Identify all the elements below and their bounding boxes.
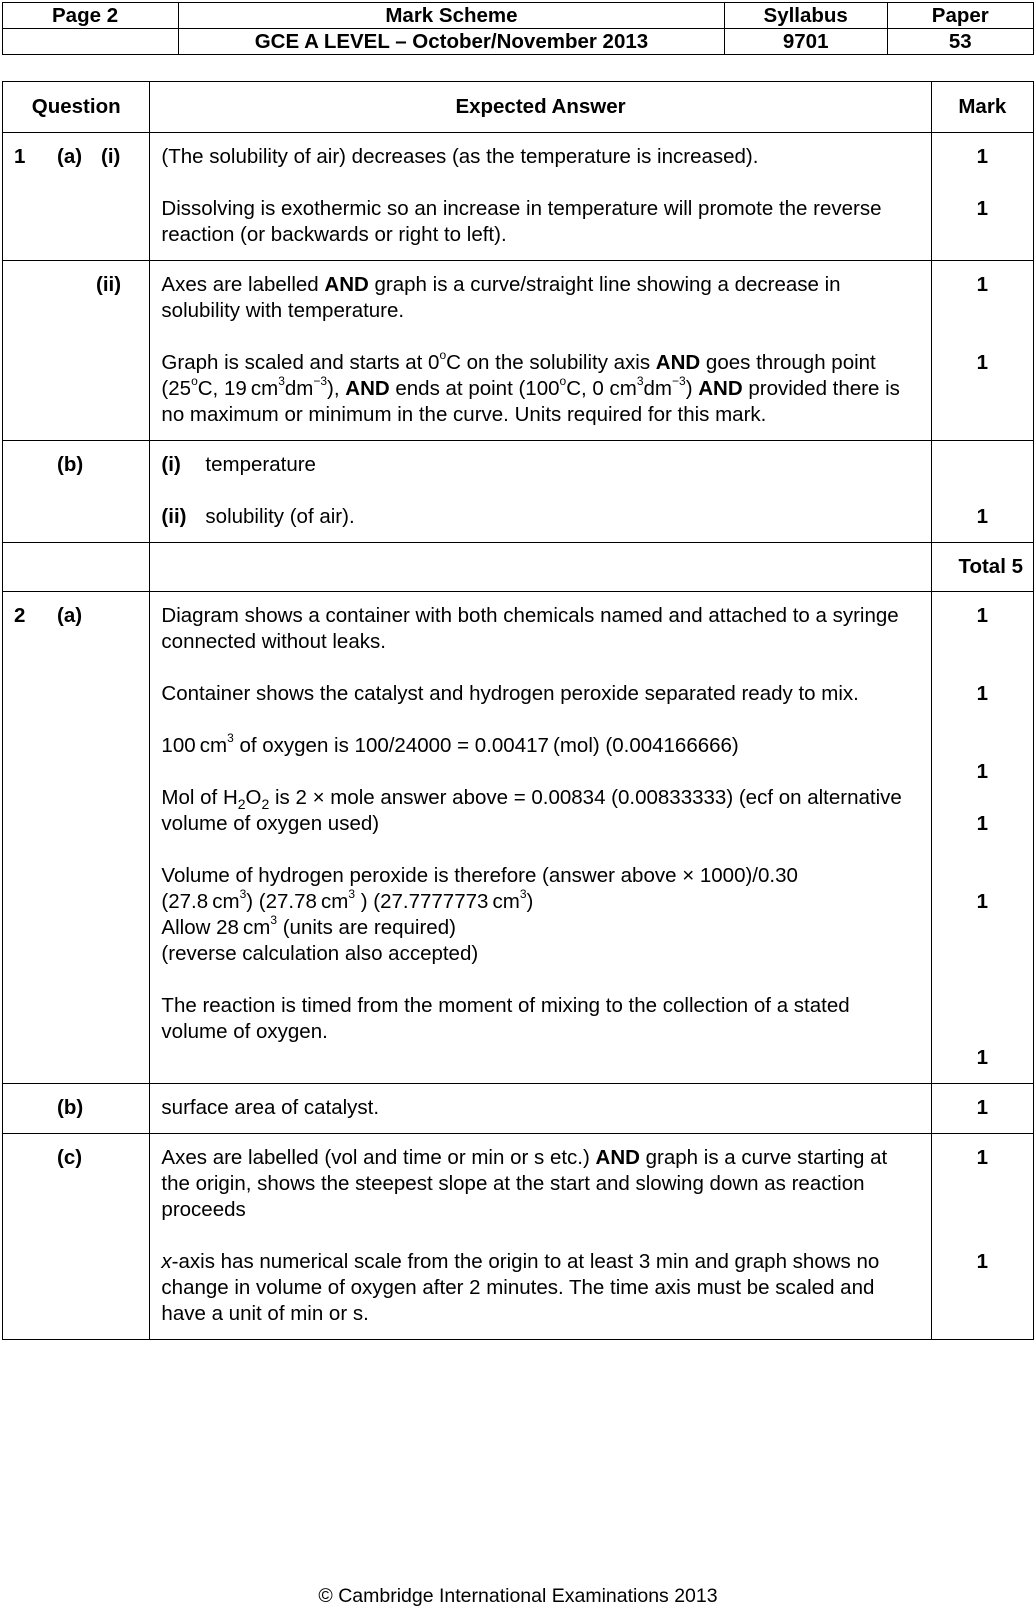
syllabus-code: 9701 <box>724 29 887 55</box>
answer-cell <box>150 543 931 592</box>
header-table <box>2 2 1034 55</box>
table-row <box>3 543 1034 592</box>
mark-column-header: Mark <box>931 82 1033 133</box>
answer-text: Diagram shows a container with both chemicals named and attached to a syringe connected without leaks. <box>161 604 899 653</box>
answer-text: Allow 28 $cm^3$ (units are required) <box>161 913 456 939</box>
answer-text: x-axis has numerical scale from the origin to at least 3 min and graph shows no change in volume of oxygen after 2 minutes. The time axis must be scaled and have a unit of min or s. <box>161 1250 880 1325</box>
copyright-footer: © Cambridge International Examinations 2013 <box>318 1585 718 1607</box>
mark-scheme-table <box>2 81 1034 1340</box>
mark-value: 1 <box>976 505 988 528</box>
mark-cell <box>931 133 1033 261</box>
answer-text: 100 $cm^3$ of oxygen is 100/24000 = 0.00417 (mol) (0.004166666) <box>161 731 739 757</box>
question-cell <box>3 543 150 592</box>
table-row <box>3 1134 1034 1340</box>
blank-cell <box>3 29 179 55</box>
question-cell <box>3 261 150 441</box>
mark-value: 1 <box>976 604 988 627</box>
mark-value: 1 <box>976 1046 988 1069</box>
question-part: (c) <box>57 1146 83 1169</box>
paper-label: Paper <box>887 3 1033 29</box>
page-number: Page 2 <box>3 3 179 29</box>
answer-text: Dissolving is exothermic so an increase in temperature will promote the reverse reaction (or backwards or right to left). <box>161 197 882 246</box>
answer-text: The reaction is timed from the moment of mixing to the collection of a stated volume of oxygen. <box>161 994 850 1043</box>
mark-value: 1 <box>976 351 988 374</box>
question-cell <box>3 441 150 543</box>
mark-cell <box>931 1084 1033 1134</box>
mark-value: 1 <box>976 1096 988 1119</box>
question-cell <box>3 1084 150 1134</box>
table-row <box>3 1084 1034 1134</box>
mark-value: 1 <box>976 1146 988 1169</box>
table-row <box>3 133 1034 261</box>
mark-cell <box>931 1134 1033 1340</box>
mark-value: 1 <box>976 890 988 913</box>
syllabus-label: Syllabus <box>724 3 887 29</box>
answer-text: (The solubility of air) decreases (as the temperature is increased). <box>161 145 759 168</box>
total-mark: Total 5 <box>931 543 1033 592</box>
question-part: (b) <box>57 453 84 476</box>
answer-text: (27.8 $cm^3$) (27.78 $cm^3$ ) (27.7777773 $cm^3$) <box>161 887 534 913</box>
question-number: 1 <box>14 145 26 168</box>
answer-text: (ii) solubility (of air). <box>161 505 355 528</box>
answer-text: Container shows the catalyst and hydrogen peroxide separated ready to mix. <box>161 682 859 705</box>
mark-value: 1 <box>976 760 988 783</box>
mark-cell <box>931 592 1033 1084</box>
mark-value: 1 <box>976 197 988 220</box>
exam-title: GCE A LEVEL – October/November 2013 <box>179 29 725 55</box>
table-row <box>3 261 1034 441</box>
mark-cell <box>931 441 1033 543</box>
question-subpart: (i) <box>101 145 121 168</box>
question-cell <box>3 1134 150 1340</box>
table-row <box>3 441 1034 543</box>
mark-value: 1 <box>976 1250 988 1273</box>
answer-cell <box>150 441 931 543</box>
mark-value: 1 <box>976 273 988 296</box>
answer-text: Axes are labelled AND graph is a curve/straight line showing a decrease in solubility with temperature. <box>161 273 841 322</box>
answer-text: Volume of hydrogen peroxide is therefore (answer above × 1000)/0.30 <box>161 864 798 887</box>
expected-answer-column-header: Expected Answer <box>150 82 931 133</box>
question-part: (a) <box>57 145 83 168</box>
question-part: (a) <box>57 604 83 627</box>
mark-scheme-label: Mark Scheme <box>179 3 725 29</box>
answer-text: Graph is scaled and starts at 0$^o$C on the solubility axis AND goes through point (25$^o$C, 19 $cm^3dm^{-3}$), AND ends at point (100$^o$C, 0 $cm^3dm^{-3}$) AND provided there is no maximum or minimum in the curve. Units required for this mark. <box>161 348 900 426</box>
question-cell <box>3 133 150 261</box>
mark-cell <box>931 261 1033 441</box>
answer-text: (i) temperature <box>161 453 316 476</box>
question-subpart: (ii) <box>96 273 122 296</box>
question-number: 2 <box>14 604 26 627</box>
answer-cell: surface area of catalyst. <box>150 1084 931 1134</box>
answer-text: (reverse calculation also accepted) <box>161 942 479 965</box>
answer-text: Mol of $H_2O_2$ is 2 × mole answer above = 0.00834 (0.00833333) (ecf on alternative volume of oxygen used) <box>161 786 902 835</box>
mark-value: 1 <box>976 812 988 835</box>
answer-cell <box>150 1134 931 1340</box>
question-part: (b) <box>57 1096 84 1119</box>
answer-cell <box>150 592 931 1084</box>
answer-text: Axes are labelled (vol and time or min or s etc.) AND graph is a curve starting at the origin, shows the steepest slope at the start and slowing down as reaction proceeds <box>161 1146 888 1221</box>
answer-cell <box>150 133 931 261</box>
mark-value: 1 <box>976 145 988 168</box>
table-row <box>3 592 1034 1084</box>
question-cell <box>3 592 150 1084</box>
question-column-header: Question <box>3 82 150 133</box>
answer-cell <box>150 261 931 441</box>
mark-value: 1 <box>976 682 988 705</box>
paper-code: 53 <box>887 29 1033 55</box>
